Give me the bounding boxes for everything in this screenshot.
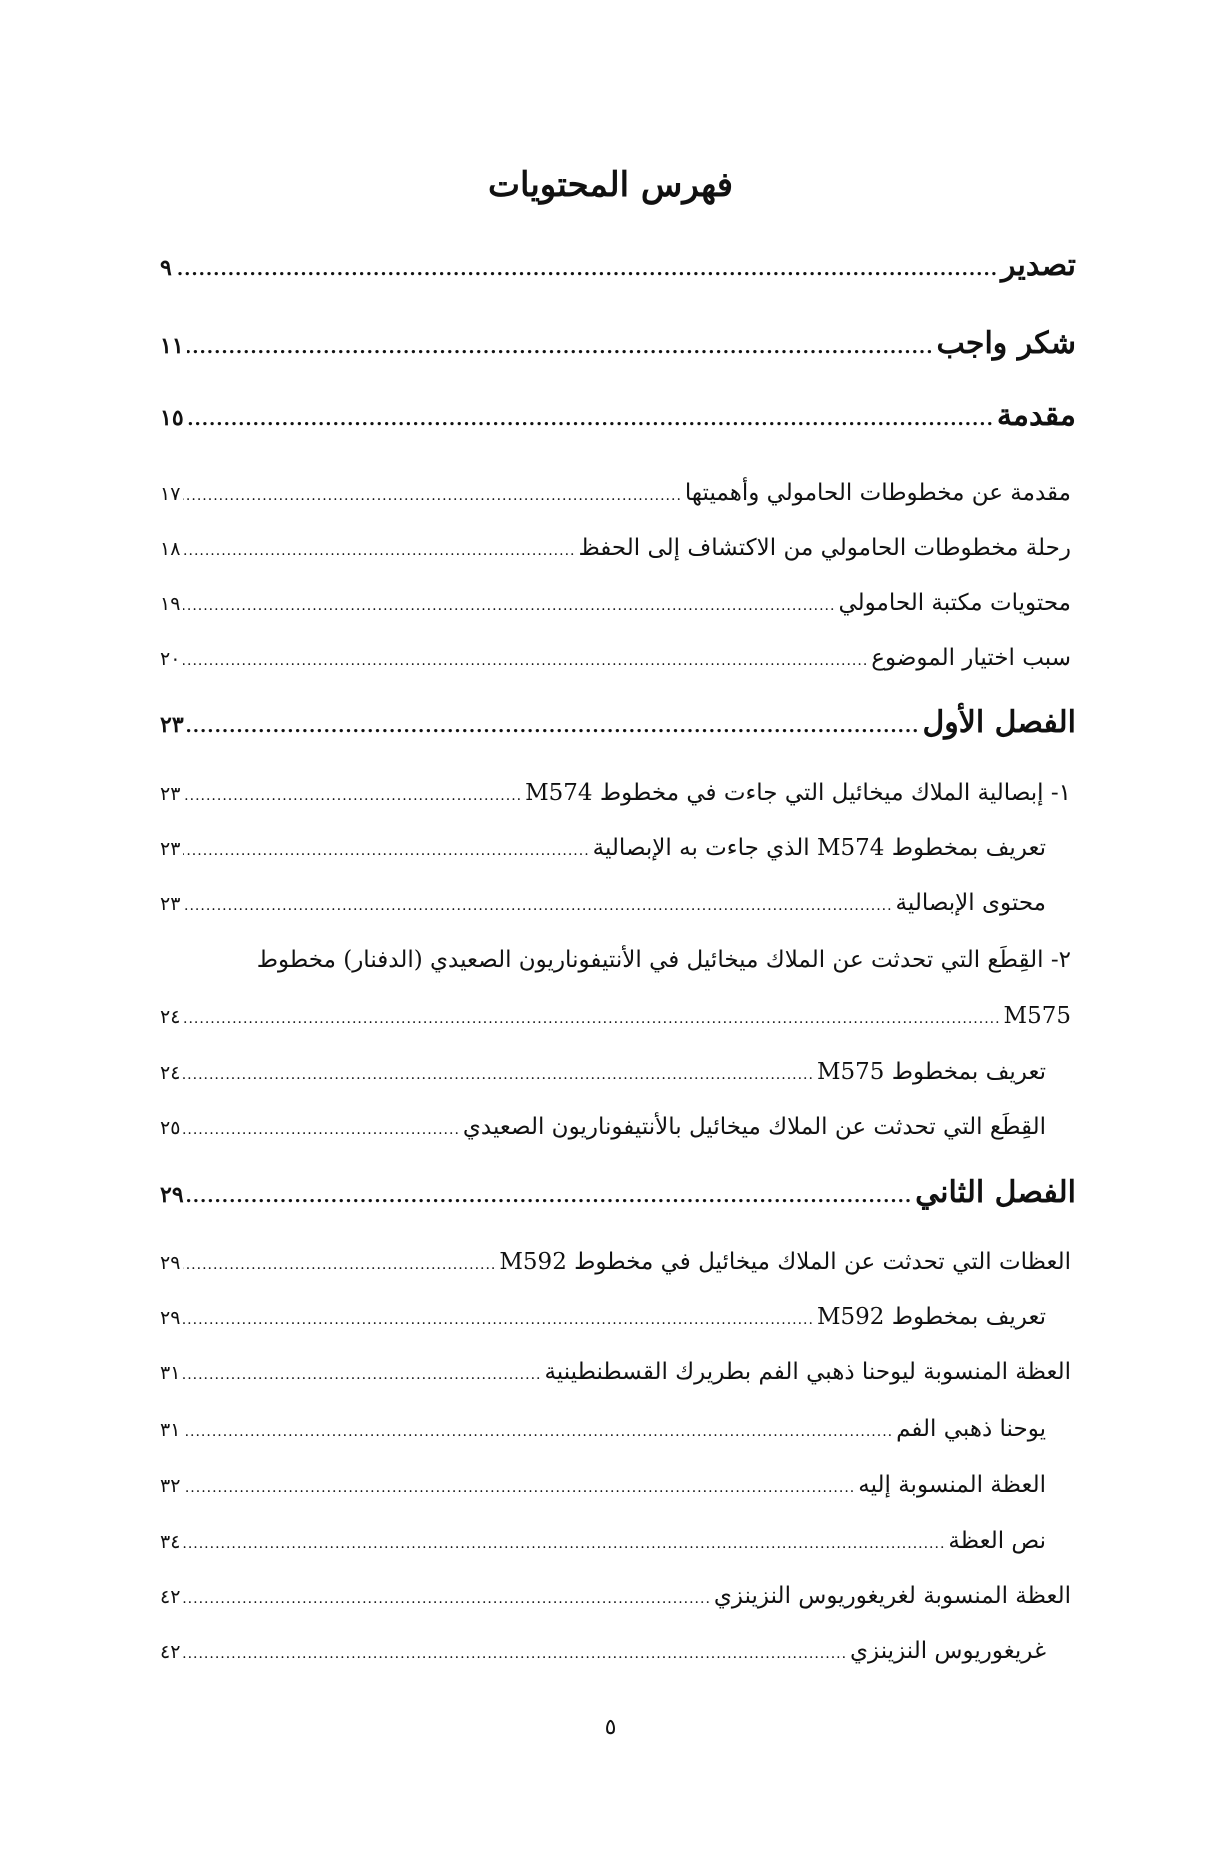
toc-entry-page: ٣١	[160, 1419, 181, 1441]
toc-entry-label: ١- إبصالية الملاك ميخائيل التي جاءت في مخطوط M574	[525, 780, 1071, 806]
toc-entry-label: الفصل الثاني	[915, 1175, 1076, 1210]
dot-leader	[183, 1257, 496, 1273]
toc-entry-label: تعريف بمخطوط M574 الذي جاءت به الإبصالية	[592, 835, 1046, 861]
toc-entry-page: ١٨	[160, 538, 181, 560]
toc-entry[interactable]	[160, 835, 1046, 861]
toc-entry[interactable]	[160, 1528, 1046, 1554]
toc-entry-label: العظات التي تحدثت عن الملاك ميخائيل في مخطوط M592	[499, 1249, 1071, 1275]
toc-entry-label: يوحنا ذهبي الفم	[896, 1416, 1046, 1442]
dot-leader	[187, 337, 934, 358]
toc-entry-page: ٢٥	[160, 1117, 181, 1139]
page-number: ٥	[604, 1715, 617, 1740]
dot-leader	[183, 1424, 893, 1440]
toc-entry[interactable]	[160, 705, 1076, 740]
toc-entry[interactable]	[160, 1059, 1046, 1085]
toc-entry-label: مقدمة عن مخطوطات الحامولي وأهميتها	[684, 480, 1071, 506]
dot-leader	[183, 843, 589, 859]
toc-entry-page: ١٩	[160, 593, 181, 615]
toc-entry-label: العظة المنسوبة إليه	[858, 1472, 1046, 1498]
toc-entry-label: تصدير	[1000, 248, 1076, 283]
dot-leader	[187, 409, 994, 430]
toc-entry-page: ١٥	[160, 405, 184, 431]
toc-entry[interactable]	[160, 1359, 1071, 1385]
toc-entry-label: سبب اختيار الموضوع	[871, 645, 1071, 671]
dot-leader	[183, 543, 575, 559]
toc-entry-page: ١١	[160, 333, 184, 359]
toc-entry-label: تعريف بمخطوط M592	[816, 1304, 1046, 1330]
toc-entry-page: ٤٢	[160, 1641, 181, 1663]
toc-entry-page: ٢٣	[160, 783, 181, 805]
toc-entry[interactable]	[160, 1304, 1046, 1330]
toc-entry[interactable]	[160, 1003, 1071, 1029]
dot-leader	[187, 1186, 913, 1207]
toc-entry-label: نص العظة	[948, 1528, 1046, 1554]
toc-entry[interactable]	[160, 1583, 1071, 1609]
toc-entry-label: غريغوريوس النزينزي	[850, 1638, 1046, 1664]
toc-entry-label: العظة المنسوبة ليوحنا ذهبي الفم بطريرك القسطنطينية	[544, 1359, 1071, 1385]
toc-entry-page: ٣٤	[160, 1531, 181, 1553]
toc-entry-page: ٢٠	[160, 648, 181, 670]
toc-entry-page: ١٧	[160, 483, 181, 505]
dot-leader	[183, 1122, 459, 1138]
dot-leader	[183, 1011, 1000, 1027]
toc-entry-label-cont: M575	[1003, 1003, 1071, 1029]
dot-leader	[183, 653, 868, 669]
toc-entry[interactable]	[160, 535, 1071, 561]
toc-entry-label: القِطَع التي تحدثت عن الملاك ميخائيل بالأنتيفوناريون الصعيدي	[462, 1114, 1046, 1140]
toc-entry-page: ٢٩	[160, 1182, 184, 1208]
dot-leader	[183, 788, 522, 804]
toc-entry[interactable]	[160, 780, 1071, 806]
page-title: فهرس المحتويات	[487, 165, 734, 205]
toc-entry[interactable]	[160, 1416, 1046, 1442]
dot-leader	[187, 716, 920, 737]
toc-entry-page: ٢٩	[160, 1252, 181, 1274]
toc-entry[interactable]	[160, 480, 1071, 506]
toc-entry[interactable]	[160, 590, 1071, 616]
toc-entry-page: ٤٢	[160, 1586, 181, 1608]
dot-leader	[183, 898, 892, 914]
toc-entry-label: تعريف بمخطوط M575	[816, 1059, 1046, 1085]
toc-entry-label: العظة المنسوبة لغريغوريوس النزينزي	[713, 1583, 1071, 1609]
toc-entry-label: رحلة مخطوطات الحامولي من الاكتشاف إلى الحفظ	[578, 535, 1071, 561]
toc-entry-page: ٢٣	[160, 838, 181, 860]
toc-entry-label: محتوى الإبصالية	[895, 890, 1046, 916]
dot-leader	[183, 488, 681, 504]
toc-entry-page: ٢٩	[160, 1307, 181, 1329]
dot-leader	[183, 1591, 710, 1607]
dot-leader	[175, 259, 998, 280]
dot-leader	[183, 1367, 541, 1383]
toc-entry[interactable]	[160, 1175, 1076, 1210]
toc-entry[interactable]	[160, 248, 1076, 283]
toc-entry-label: شكر واجب	[936, 326, 1076, 361]
toc-entry[interactable]	[160, 1472, 1046, 1498]
toc-entry[interactable]	[160, 1638, 1046, 1664]
dot-leader	[183, 1646, 847, 1662]
toc-entry[interactable]	[160, 326, 1076, 361]
toc-entry[interactable]	[160, 1114, 1046, 1140]
dot-leader	[183, 1312, 814, 1328]
toc-entry-page: ٢٣	[160, 893, 181, 915]
toc-entry-label: الفصل الأول	[922, 705, 1076, 740]
toc-entry-label: مقدمة	[996, 398, 1076, 433]
dot-leader	[183, 1067, 814, 1083]
toc-entry-page: ٢٤	[160, 1006, 181, 1028]
toc-entry-page: ٢٤	[160, 1062, 181, 1084]
toc-entry-label-line1[interactable]: ٢- القِطَع التي تحدثت عن الملاك ميخائيل في الأنتيفوناريون الصعيدي (الدفنار) مخطوط	[256, 947, 1071, 973]
toc-entry[interactable]	[160, 398, 1076, 433]
toc-entry-label: محتويات مكتبة الحامولي	[838, 590, 1071, 616]
toc-entry-page: ٢٣	[160, 712, 184, 738]
dot-leader	[183, 598, 835, 614]
dot-leader	[183, 1536, 945, 1552]
toc-entry[interactable]	[160, 645, 1071, 671]
toc-entry[interactable]	[160, 890, 1046, 916]
toc-entry[interactable]	[160, 1249, 1071, 1275]
toc-entry-page: ٣٢	[160, 1475, 181, 1497]
toc-entry-page: ٣١	[160, 1362, 181, 1384]
dot-leader	[183, 1480, 855, 1496]
toc-entry-page: ٩	[160, 255, 172, 281]
